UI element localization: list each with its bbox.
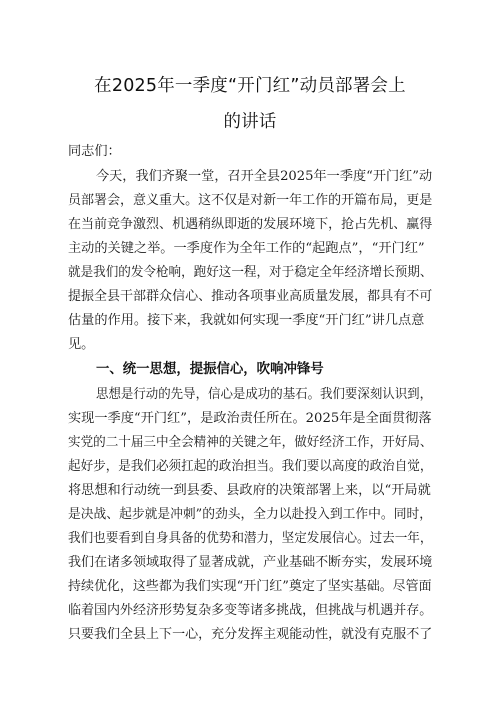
paragraph-2-line: 我们在诸多领域取得了显著成就，产业基础不断夯实，发展环境 (68, 555, 433, 570)
paragraph-2-line: 起好步，是我们必须扛起的政治担当。我们要以高度的政治自觉， (68, 459, 433, 474)
paragraph-1-line: 主动的关键之举。一季度作为全年工作的“起跑点”，“开门红” (68, 241, 425, 256)
paragraph-2-line: 临着国内外经济形势复杂多变等诸多挑战，但挑战与机遇并存。 (68, 603, 433, 618)
paragraph-1-line: 今天，我们齐聚一堂，召开全县2025年一季度“开门红”动 (96, 169, 433, 184)
paragraph-1-line: 在当前竞争激烈、机遇稍纵即逝的发展环境下，抢占先机、赢得 (68, 217, 433, 232)
paragraph-1-line: 员部署会，意义重大。这不仅是对新一年工作的开篇布局，更是 (68, 193, 433, 208)
paragraph-2-line: 只要我们全县上下一心，充分发挥主观能动性，就没有克服不了 (68, 627, 433, 642)
paragraph-2-line: 我们也要看到自身具备的优势和潜力，坚定发展信心。过去一年， (68, 531, 433, 546)
salutation: 同志们： (68, 144, 121, 159)
paragraph-1-line: 提振全县干部群众信心、推动各项事业高质量发展，都具有不可 (68, 289, 433, 304)
paragraph-2-line: 思想是行动的先导，信心是成功的基石。我们要深刻认识到， (96, 387, 433, 402)
paragraph-2-line: 实党的二十届三中全会精神的关键之年，做好经济工作，开好局、 (68, 435, 433, 450)
paragraph-2-line: 将思想和行动统一到县委、县政府的决策部署上来，以“开局就 (68, 483, 431, 498)
document-title-line-1: 在2025年一季度“开门红”动员部署会上 (94, 76, 406, 96)
document-title-line-2: 的讲话 (223, 112, 277, 132)
paragraph-2-line: 持续优化，这些都为我们实现“开门红”奠定了坚实基础。尽管面 (68, 579, 432, 594)
paragraph-2-line: 实现一季度“开门红”，是政治责任所在。2025年是全面贯彻落 (68, 411, 432, 426)
paragraph-2-line: 是决战、起步就是冲刺”的劲头，全力以赴投入到工作中。同时， (68, 507, 433, 522)
section-1-heading: 一、统一思想，提振信心，吹响冲锋号 (96, 362, 324, 377)
paragraph-1-line: 见。 (68, 337, 95, 352)
paragraph-1-line: 估量的作用。接下来，我就如何实现一季度“开门红”讲几点意 (68, 313, 425, 328)
paragraph-1-line: 就是我们的发令枪响，跑好这一程，对于稳定全年经济增长预期、 (68, 265, 433, 280)
